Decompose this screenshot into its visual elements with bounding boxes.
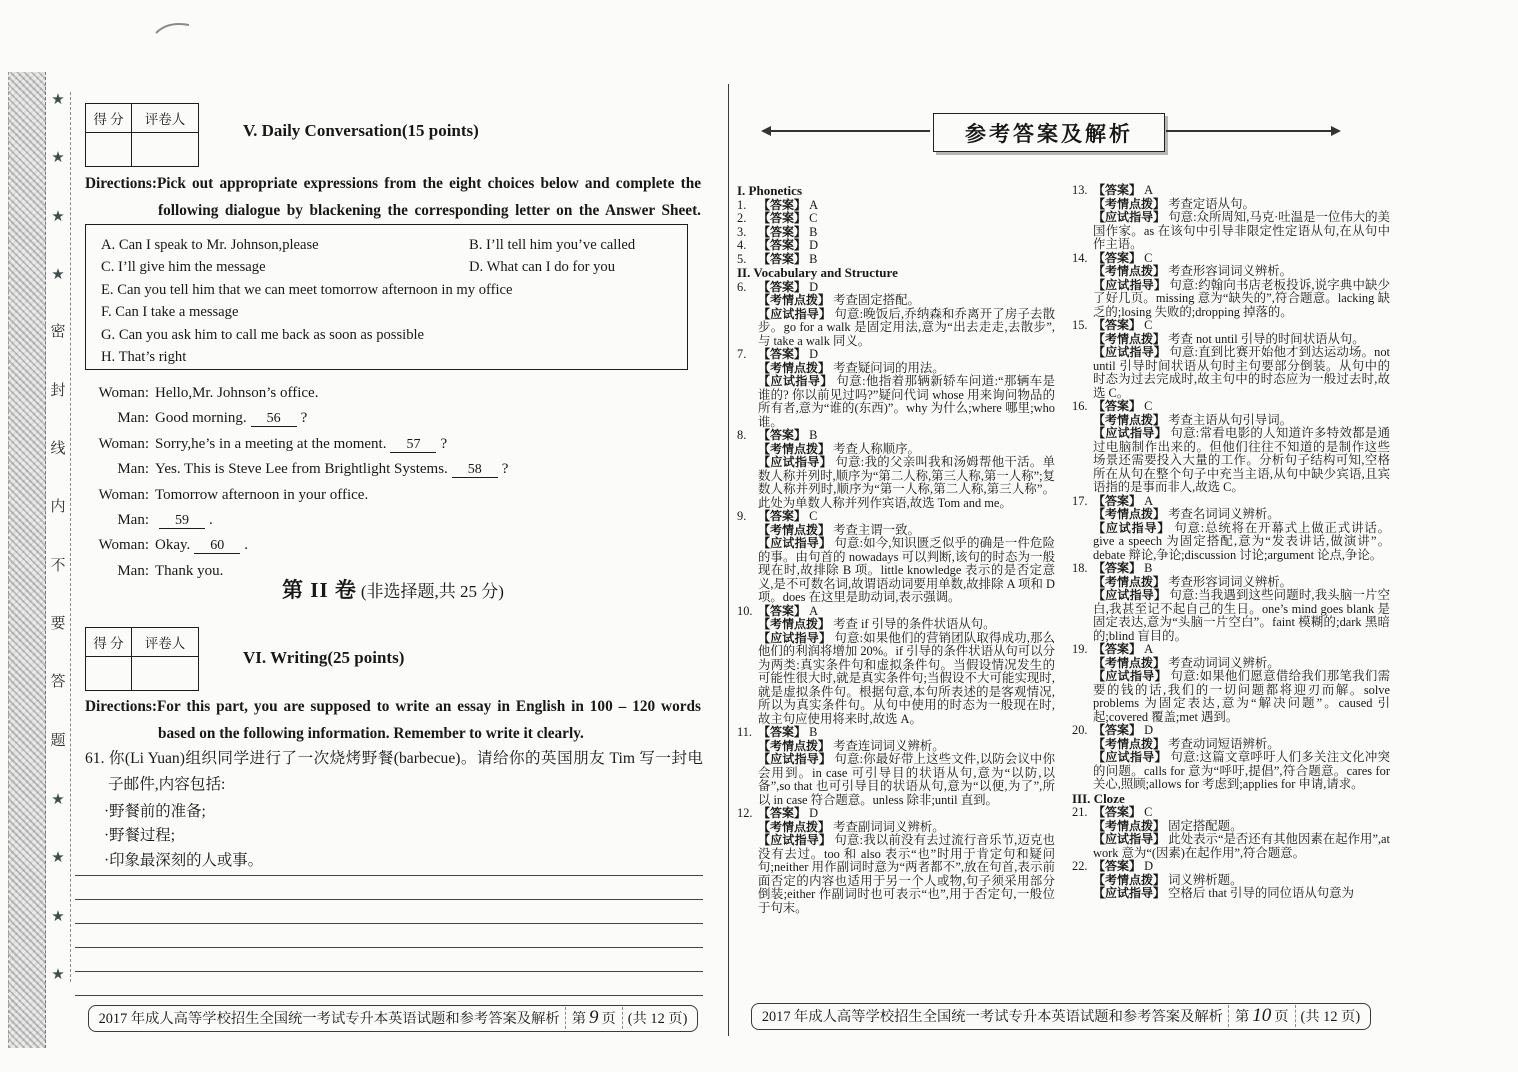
choice-option: D. What can I do for you	[469, 259, 616, 276]
exam-point-label: 【考情点拨】	[758, 738, 831, 753]
writing-line	[75, 948, 703, 972]
exam-point-line: 【考情点拨】 考查主谓一致。	[758, 522, 920, 537]
answer-label: 【答案】	[758, 224, 807, 239]
answer-item-number: 21.	[1072, 805, 1088, 819]
footer-page-suffix: 页	[1274, 1009, 1289, 1025]
answers-column-1	[737, 184, 1055, 915]
score-value-empty	[86, 657, 132, 690]
guidance-line: 【应试指导】 句意:约翰向书店老板投诉,说字典中缺少了好几页。missing 意为“缺失的”,符合题意。lacking 缺乏的;losing 失败的;dropping 掉落的。	[1093, 277, 1390, 319]
star-icon: ★	[51, 264, 65, 283]
exam-point-label: 【考情点拨】	[1093, 264, 1166, 278]
exam-point-line: 【考情点拨】 考查形容词词义辨析。	[1093, 264, 1293, 278]
answer-line: 【答案】 C	[758, 509, 818, 523]
answer-line: 【答案】 A	[758, 603, 819, 618]
answer-item-number: 14.	[1072, 250, 1088, 265]
guidance-line: 【应试指导】 句意:常看电影的人知道许多特效都是通过电脑制作出来的。但他们往往不知道的是制作这些场景还需要投入大量的工作。分析句子结构可知,空格所在从句在整个句子中充当主语,从句中缺少宾语,且宾语指的是事而非人,故选 C。	[1093, 426, 1390, 494]
answer-line: 【答案】 A	[1093, 642, 1154, 656]
answer-label: 【答案】	[1093, 183, 1142, 197]
answer-item	[737, 726, 1055, 807]
answer-line: 【答案】 B	[758, 251, 818, 266]
answer-line: 【答案】 C	[1093, 250, 1153, 265]
dialogue-text: Tomorrow afternoon in your office.	[155, 486, 369, 503]
directions-line	[85, 694, 701, 721]
exam-point-label: 【考情点拨】	[1093, 331, 1166, 346]
exam-point-line: 【考情点拨】 考查 if 引导的条件状语从句。	[758, 617, 996, 631]
answer-item-number: 6.	[737, 279, 747, 294]
choice-option: B. I’ll tell him you’ve called	[469, 237, 636, 253]
guidance-line: 【应试指导】 空格后 that 引导的同位语从句意为	[1093, 886, 1354, 900]
answer-blank: 60	[194, 538, 240, 554]
score-label: 得 分	[86, 104, 132, 133]
writing-line	[75, 924, 703, 948]
choice-option: C. I’ll give him the message	[101, 259, 266, 276]
guidance-label: 【应试指导】	[758, 630, 832, 645]
star-icon: ★	[51, 848, 65, 867]
dialogue-speaker: Man:	[117, 512, 149, 529]
score-box-writing	[85, 627, 199, 691]
star-icon: ★	[51, 206, 65, 225]
guidance-line: 【应试指导】 句意:如今,知识匮乏似乎的确是一件危险的事。由句首的 nowadays 可以判断,该句的时态为一般现在时,故排除 B 项。little knowledge 表示的是否定意义,是不可数名词,故谓语动词要用单数,故排除 A 项和 D 项。does 在这里是助动词,表示强调。	[758, 536, 1055, 604]
guidance-label: 【应试指导】	[1093, 886, 1166, 900]
exam-point-line: 【考情点拨】 考查名词词义辨析。	[1093, 507, 1280, 521]
choice-option: F. Can I take a message	[101, 304, 239, 321]
dialogue-text: Thank you.	[155, 562, 224, 579]
answer-label: 【答案】	[758, 211, 807, 225]
dialogue-line	[85, 533, 508, 558]
directions-line: following dialogue by blackening the corresponding letter on the Answer Sheet.	[158, 201, 701, 219]
guidance-label: 【应试指导】	[1093, 520, 1171, 535]
guidance-line: 【应试指导】 句意:你最好带上这些文件,以防会议中你会用到。in case 可引导目的状语从句,意为“以防,以备”,so that 也可引导目的状语从句,意为“以便,为了”,所以 in case 符合题意。unless 除非;until 直到。	[758, 752, 1055, 807]
choice-row	[101, 324, 687, 346]
answer-item-number: 9.	[737, 509, 747, 523]
guidance-line: 【应试指导】 句意:当我遇到这些问题时,我头脑一片空白,我甚至记不起自己的生日。one’s mind goes blank 是固定表达,意为“头脑一片空白”。faint 模糊的;dark 黑暗的;blind 盲目的。	[1093, 588, 1390, 643]
answer-line: 【答案】 B	[758, 725, 818, 739]
exam-point-label: 【考情点拨】	[758, 617, 831, 631]
seal-text-char: 密	[50, 324, 66, 341]
directions-line: based on the following information. Remember to write it clearly.	[158, 724, 584, 742]
writing-line	[75, 900, 703, 924]
answer-label: 【答案】	[758, 806, 807, 820]
answer-item	[1072, 252, 1390, 320]
footer-page-suffix: 页	[601, 1011, 616, 1027]
footer-page-group	[565, 1007, 623, 1029]
exam-point-label: 【考情点拨】	[1093, 412, 1166, 427]
answer-item-number: 22.	[1072, 859, 1088, 873]
guidance-label: 【应试指导】	[758, 374, 833, 388]
answer-item-number: 5.	[737, 251, 747, 266]
exam-point-line: 【考情点拨】 考查动词短语辨析。	[1093, 736, 1280, 751]
exam-point-label: 【考情点拨】	[1093, 818, 1166, 833]
answer-item	[737, 239, 1055, 253]
part2-heading-main: 第 II 卷	[282, 578, 357, 602]
writing-task	[85, 746, 703, 798]
answer-item	[737, 348, 1055, 429]
guidance-label: 【应试指导】	[1093, 277, 1167, 292]
answers-column-2	[1072, 184, 1390, 901]
answer-line: 【答案】 D	[1093, 723, 1154, 737]
exam-point-label: 【考情点拨】	[1093, 574, 1166, 589]
dialogue-list	[85, 381, 508, 584]
choices-box	[85, 224, 688, 370]
dialogue-text: ?	[440, 435, 448, 452]
guidance-label: 【应试指导】	[1093, 750, 1167, 764]
grader-value-empty	[132, 657, 198, 690]
exam-point-line: 【考情点拨】 考查固定搭配。	[758, 293, 920, 307]
choice-row	[101, 346, 687, 368]
seal-text-char: 答	[50, 674, 66, 691]
answer-label: 【答案】	[1093, 493, 1142, 508]
footer-page-number: 10	[1252, 1005, 1272, 1026]
answer-label: 【答案】	[1093, 642, 1142, 656]
footer-total-pages: (共 12 页)	[1300, 1009, 1361, 1025]
guidance-label: 【应试指导】	[758, 536, 832, 550]
exam-point-label: 【考情点拨】	[1093, 507, 1166, 521]
answer-blank: 57	[390, 437, 436, 453]
answer-label: 【答案】	[1093, 318, 1142, 332]
section5-title: V. Daily Conversation(15 points)	[243, 121, 479, 140]
dialogue-speaker: Woman:	[98, 537, 149, 554]
answer-item	[737, 212, 1055, 226]
answers-header: 参考答案及解析	[933, 113, 1165, 152]
score-label: 得 分	[86, 628, 132, 657]
answer-item-number: 2.	[737, 211, 747, 225]
answer-line: 【答案】 A	[1093, 493, 1154, 508]
guidance-label: 【应试指导】	[1093, 669, 1167, 683]
guidance-line: 【应试指导】 句意:我以前没有去过流行音乐节,迈克也没有去过。too 和 also 表示“也”时用于肯定句和疑问句;neither 用作副词时意为“两者都不”,放在句首,表示前面否定的内容也适用于另一个人或物,句子须采用部分倒装;either 作副词时也可表示“也”,用于否定句,一般位于句末。	[758, 833, 1055, 915]
star-icon: ★	[51, 906, 65, 925]
header-rule-left-arrow-icon	[770, 130, 930, 132]
star-icon: ★	[51, 148, 65, 167]
choice-row	[101, 279, 687, 301]
section6-title: VI. Writing(25 points)	[243, 648, 405, 667]
answer-item-number: 17.	[1072, 493, 1088, 508]
dialogue-speaker: Woman:	[98, 385, 149, 401]
task-text: 你(Li Yuan)组织同学进行了一次烧烤野餐(barbecue)。请给你的英国朋友 Tim 写一封电	[108, 750, 703, 767]
directions-line	[85, 171, 701, 198]
star-icon: ★	[51, 789, 65, 808]
footer-box	[751, 1003, 1371, 1030]
answer-line: 【答案】 C	[1093, 805, 1153, 819]
dialogue-text: ?	[300, 410, 308, 427]
exam-point-line: 【考情点拨】 考查动词词义辨析。	[1093, 655, 1280, 670]
answer-label: 【答案】	[758, 428, 807, 442]
task-number: 61.	[85, 750, 105, 767]
footer-total-pages: (共 12 页)	[627, 1011, 688, 1027]
choice-option: G. Can you ask him to call me back as soon as possible	[101, 326, 425, 343]
answer-item	[1072, 724, 1390, 792]
writing-line	[75, 876, 703, 900]
section5-directions	[85, 171, 701, 224]
answer-item	[1072, 319, 1390, 400]
answer-label: 【答案】	[1093, 723, 1142, 737]
part2-heading-sub: (非选择题,共 25 分)	[360, 582, 504, 601]
guidance-line: 【应试指导】 句意:众所周知,马克·吐温是一位伟大的美国作家。as 在该句中引导非限定性定语从句,在从句中作主语。	[1093, 210, 1390, 251]
dialogue-line	[85, 381, 508, 406]
directions-text: For this part, you are supposed to write an essay in English in 100 – 120 words	[156, 698, 701, 715]
seal-column	[46, 92, 71, 982]
guidance-line: 【应试指导】 此处表示“是否还有其他因素在起作用”,at work 意为“(因素)在起作用”,符合题意。	[1093, 832, 1390, 860]
grader-label: 评卷人	[132, 104, 198, 133]
dialogue-speaker: Woman:	[98, 435, 149, 452]
directions-label: Directions:	[85, 698, 157, 715]
footer-page9	[85, 1005, 701, 1032]
answer-label: 【答案】	[758, 603, 807, 618]
pen-mark	[152, 18, 194, 40]
exam-point-line: 【考情点拨】 考查人称顺序。	[758, 441, 920, 456]
writing-line	[75, 972, 703, 996]
score-box-conversation	[85, 103, 199, 167]
answer-item	[1072, 400, 1390, 495]
seal-text-char: 封	[50, 382, 66, 399]
answer-label: 【答案】	[1093, 399, 1142, 413]
footer-page-group	[1228, 1005, 1296, 1027]
footer-box	[88, 1005, 699, 1032]
footer-title: 2017 年成人高等学校招生全国统一考试专升本英语试题和参考答案及解析	[761, 1009, 1223, 1025]
answer-label: 【答案】	[758, 725, 807, 739]
directions-text: Pick out appropriate expressions from the eight choices below and complete the	[156, 175, 701, 192]
dialogue-speaker: Man:	[117, 410, 149, 427]
answer-line: 【答案】 D	[758, 279, 819, 294]
guidance-line: 【应试指导】 句意:他指着那辆新轿车问道:“那辆车是谁的? 你以前见过吗?”疑问代词 whose 用来询问物品的所有者,意为“谁的(东西)”。why 为什么;where 哪里;who 谁。	[758, 374, 1055, 429]
answer-line: 【答案】 C	[1093, 399, 1153, 413]
answer-item-number: 8.	[737, 428, 747, 442]
exam-point-line: 【考情点拨】 固定搭配题。	[1093, 818, 1243, 833]
choice-option: H. That’s right	[101, 349, 187, 366]
choice-option: E. Can you tell him that we can meet tomorrow afternoon in my office	[101, 281, 513, 298]
answer-blank: 56	[251, 411, 297, 427]
answer-item	[737, 807, 1055, 915]
choice-row	[101, 234, 687, 256]
part2-heading	[85, 574, 701, 604]
answer-label: 【答案】	[758, 347, 807, 361]
answer-item	[737, 226, 1055, 240]
star-icon: ★	[51, 964, 65, 983]
dialogue-text: .	[244, 537, 249, 554]
answer-item-number: 1.	[737, 197, 747, 212]
exam-point-label: 【考情点拨】	[758, 522, 831, 537]
answer-line: 【答案】 B	[758, 224, 818, 239]
exam-point-line: 【考情点拨】 考查主语从句引导词。	[1093, 412, 1293, 427]
guidance-line: 【应试指导】 句意:如果他们的营销团队取得成功,那么他们的利润将增加 20%。if 引导的条件状语从句可以分为两类:真实条件句和虚拟条件句。当假设情况发生的可能性很大时,就是真实条件句;当假设不大可能实现时,就是虚拟条件句。根据句意,本句所表述的是客观情况,所以为真实条件句。从句中使用的时态为一般现在时,故主句应使用将来时,故选 A。	[758, 630, 1055, 726]
exam-point-label: 【考情点拨】	[758, 360, 831, 375]
answer-item	[737, 429, 1055, 510]
answer-item	[737, 510, 1055, 605]
answer-item-number: 13.	[1072, 183, 1088, 197]
answer-section-heading: III. Cloze	[1072, 790, 1125, 806]
header-rule-right-arrow-icon	[1166, 130, 1332, 132]
answer-item-number: 7.	[737, 347, 747, 361]
dialogue-text: Good morning.	[155, 410, 247, 427]
footer-page10	[741, 1003, 1381, 1030]
writing-lines	[75, 852, 703, 996]
answer-section-heading: I. Phonetics	[737, 183, 802, 198]
answer-line: 【答案】 C	[758, 211, 818, 225]
answer-blank: 59	[159, 513, 205, 529]
seal-text-char: 内	[50, 499, 66, 516]
footer-title: 2017 年成人高等学校招生全国统一考试专升本英语试题和参考答案及解析	[98, 1011, 560, 1027]
guidance-line: 【应试指导】 句意:直到比赛开始他才到达运动场。not until 引导时间状语从句时主句要部分倒装。从句中的时态为过去完成时,故主句中的时态应为一般过去时,故选 C。	[1093, 345, 1390, 400]
answer-label: 【答案】	[758, 251, 807, 266]
guidance-label: 【应试指导】	[758, 306, 832, 321]
guidance-label: 【应试指导】	[1093, 832, 1166, 846]
grader-label: 评卷人	[132, 628, 198, 657]
answer-line: 【答案】 B	[758, 428, 818, 442]
exam-point-line: 【考情点拨】 考查疑问词的用法。	[758, 360, 945, 375]
guidance-label: 【应试指导】	[1093, 426, 1167, 440]
exam-point-label: 【考情点拨】	[1093, 196, 1166, 211]
seal-text-char: 不	[50, 557, 66, 574]
section6-directions	[85, 694, 701, 747]
answer-line: 【答案】 B	[1093, 561, 1153, 575]
answer-item-number: 18.	[1072, 561, 1088, 575]
guidance-label: 【应试指导】	[758, 455, 832, 469]
answer-item	[1072, 643, 1390, 724]
footer-page-prefix: 第	[1234, 1009, 1250, 1025]
dialogue-speaker: Man:	[117, 562, 149, 579]
dialogue-line	[85, 406, 508, 431]
answer-line: 【答案】 C	[1093, 318, 1153, 332]
footer-page-number: 9	[589, 1007, 599, 1028]
answer-line: 【答案】 D	[1093, 859, 1154, 873]
answer-blank: 58	[452, 462, 498, 478]
exam-point-line: 【考情点拨】 考查连词词义辨析。	[758, 738, 945, 753]
dialogue-line	[85, 432, 508, 457]
guidance-label: 【应试指导】	[1093, 210, 1166, 224]
task-line: 子邮件,内容包括:	[108, 776, 226, 793]
answer-item	[1072, 860, 1390, 901]
dialogue-text: Sorry,he’s in a meeting at the moment.	[155, 435, 387, 452]
guidance-label: 【应试指导】	[1093, 345, 1167, 359]
answer-label: 【答案】	[1093, 805, 1142, 819]
answer-line: 【答案】 D	[758, 347, 819, 361]
answer-item-number: 19.	[1072, 642, 1088, 656]
score-value-empty	[86, 133, 132, 166]
answer-item	[1072, 806, 1390, 860]
answer-item	[737, 605, 1055, 727]
star-icon: ★	[51, 90, 65, 108]
exam-point-line: 【考情点拨】 词义辨析题。	[1093, 872, 1243, 887]
choice-row	[101, 256, 687, 278]
choice-option: A. Can I speak to Mr. Johnson,please	[101, 237, 319, 253]
exam-point-line: 【考情点拨】 考查副词词义辨析。	[758, 819, 945, 834]
exam-point-label: 【考情点拨】	[758, 293, 831, 307]
answer-item-number: 15.	[1072, 318, 1088, 332]
exam-point-line: 【考情点拨】 考查形容词词义辨析。	[1093, 574, 1293, 589]
dialogue-text: .	[209, 512, 213, 529]
task-line	[85, 746, 703, 772]
guidance-line: 【应试指导】 句意:如果他们愿意借给我们那笔我们需要的钱的话,我们的一切问题都将迎刃而解。solve problems 为固定表达,意为“解决问题”。caused 引起;covered 覆盖;met 遇到。	[1093, 669, 1390, 724]
answer-item	[1072, 184, 1390, 252]
guidance-line: 【应试指导】 句意:晚饭后,乔纳森和乔离开了房子去散步。go for a walk 是固定用法,意为“出去走走,去散步”,与 take a walk 同义。	[758, 306, 1055, 348]
answer-label: 【答案】	[1093, 250, 1142, 265]
answer-item-number: 10.	[737, 603, 753, 618]
dialogue-text: Yes. This is Steve Lee from Brightlight Systems.	[155, 461, 448, 478]
answer-label: 【答案】	[1093, 561, 1142, 575]
answer-label: 【答案】	[758, 279, 807, 294]
grader-value-empty	[132, 133, 198, 166]
answer-label: 【答案】	[758, 509, 807, 523]
seal-text-char: 线	[50, 440, 66, 457]
dialogue-line	[85, 457, 508, 482]
answer-label: 【答案】	[758, 238, 807, 252]
answer-item-number: 12.	[737, 806, 753, 820]
dialogue-text: Hello,Mr. Johnson’s office.	[155, 385, 319, 401]
choice-row	[101, 301, 687, 323]
answer-item	[1072, 562, 1390, 643]
binding-pattern-strip	[8, 72, 46, 1048]
task-bullet: ·野餐过程;	[104, 827, 175, 845]
guidance-label: 【应试指导】	[1093, 588, 1167, 602]
guidance-label: 【应试指导】	[758, 833, 832, 847]
answer-item-number: 16.	[1072, 399, 1088, 413]
exam-point-line: 【考情点拨】 考查定语从句。	[1093, 196, 1255, 211]
choices-list	[101, 234, 687, 368]
answer-line: 【答案】 D	[758, 806, 819, 820]
exam-point-label: 【考情点拨】	[1093, 655, 1166, 670]
task-bullet: ·野餐前的准备;	[104, 803, 206, 820]
answer-item-number: 4.	[737, 238, 747, 252]
answer-item	[737, 199, 1055, 213]
dialogue-text: Okay.	[155, 537, 191, 554]
answer-item-number: 3.	[737, 224, 747, 239]
dialogue-line	[85, 508, 508, 533]
dialogue-text: ?	[501, 461, 509, 478]
answer-item-number: 20.	[1072, 723, 1088, 737]
answer-item-number: 11.	[737, 725, 753, 739]
guidance-line: 【应试指导】 句意:总统将在开幕式上做正式讲话。give a speech 为固定搭配,意为“发表讲话,做演讲”。debate 辩论,争论;discussion 讨论;argument 论点,争论。	[1093, 520, 1390, 562]
exam-point-label: 【考情点拨】	[1093, 872, 1166, 887]
seal-text-char: 要	[50, 615, 66, 632]
answer-item	[1072, 495, 1390, 563]
answer-item	[737, 281, 1055, 349]
answer-item	[737, 253, 1055, 267]
answer-line: 【答案】 A	[758, 197, 819, 212]
guidance-line: 【应试指导】 句意:我的父亲叫我和汤姆帮他干活。单数人称并列时,顺序为“第二人称,第三人称,第一人称”;复数人称并列时,顺序为“第一人称,第二人称,第三人称”。此处为单数人称并列作宾语,故选 Tom and me。	[758, 455, 1055, 510]
writing-line	[75, 852, 703, 876]
directions-label: Directions:	[85, 175, 157, 192]
guidance-line: 【应试指导】 句意:这篇文章呼吁人们多关注文化冲突的问题。calls for 意为“呼吁,提倡”,符合题意。cares for 关心,照顾;allows for 考虑到;applies for 申请,请求。	[1093, 750, 1390, 791]
seal-text-char: 题	[50, 732, 66, 749]
footer-page-prefix: 第	[571, 1011, 586, 1027]
guidance-label: 【应试指导】	[758, 752, 832, 766]
answer-line: 【答案】 D	[758, 238, 819, 252]
answer-line: 【答案】 A	[1093, 183, 1154, 197]
task-bullet: ·印象最深刻的人或事。	[104, 851, 264, 869]
page-divider-line	[728, 84, 729, 1036]
exam-point-line: 【考情点拨】 考查 not until 引导的时间状语从句。	[1093, 331, 1365, 346]
answer-label: 【答案】	[1093, 859, 1142, 873]
answer-section-heading: II. Vocabulary and Structure	[737, 265, 898, 280]
exam-point-label: 【考情点拨】	[758, 819, 831, 834]
exam-point-label: 【考情点拨】	[1093, 736, 1166, 751]
exam-point-label: 【考情点拨】	[758, 441, 831, 456]
answer-label: 【答案】	[758, 197, 807, 212]
dialogue-speaker: Woman:	[98, 486, 149, 503]
dialogue-line	[85, 483, 508, 508]
dialogue-speaker: Man:	[117, 461, 149, 478]
